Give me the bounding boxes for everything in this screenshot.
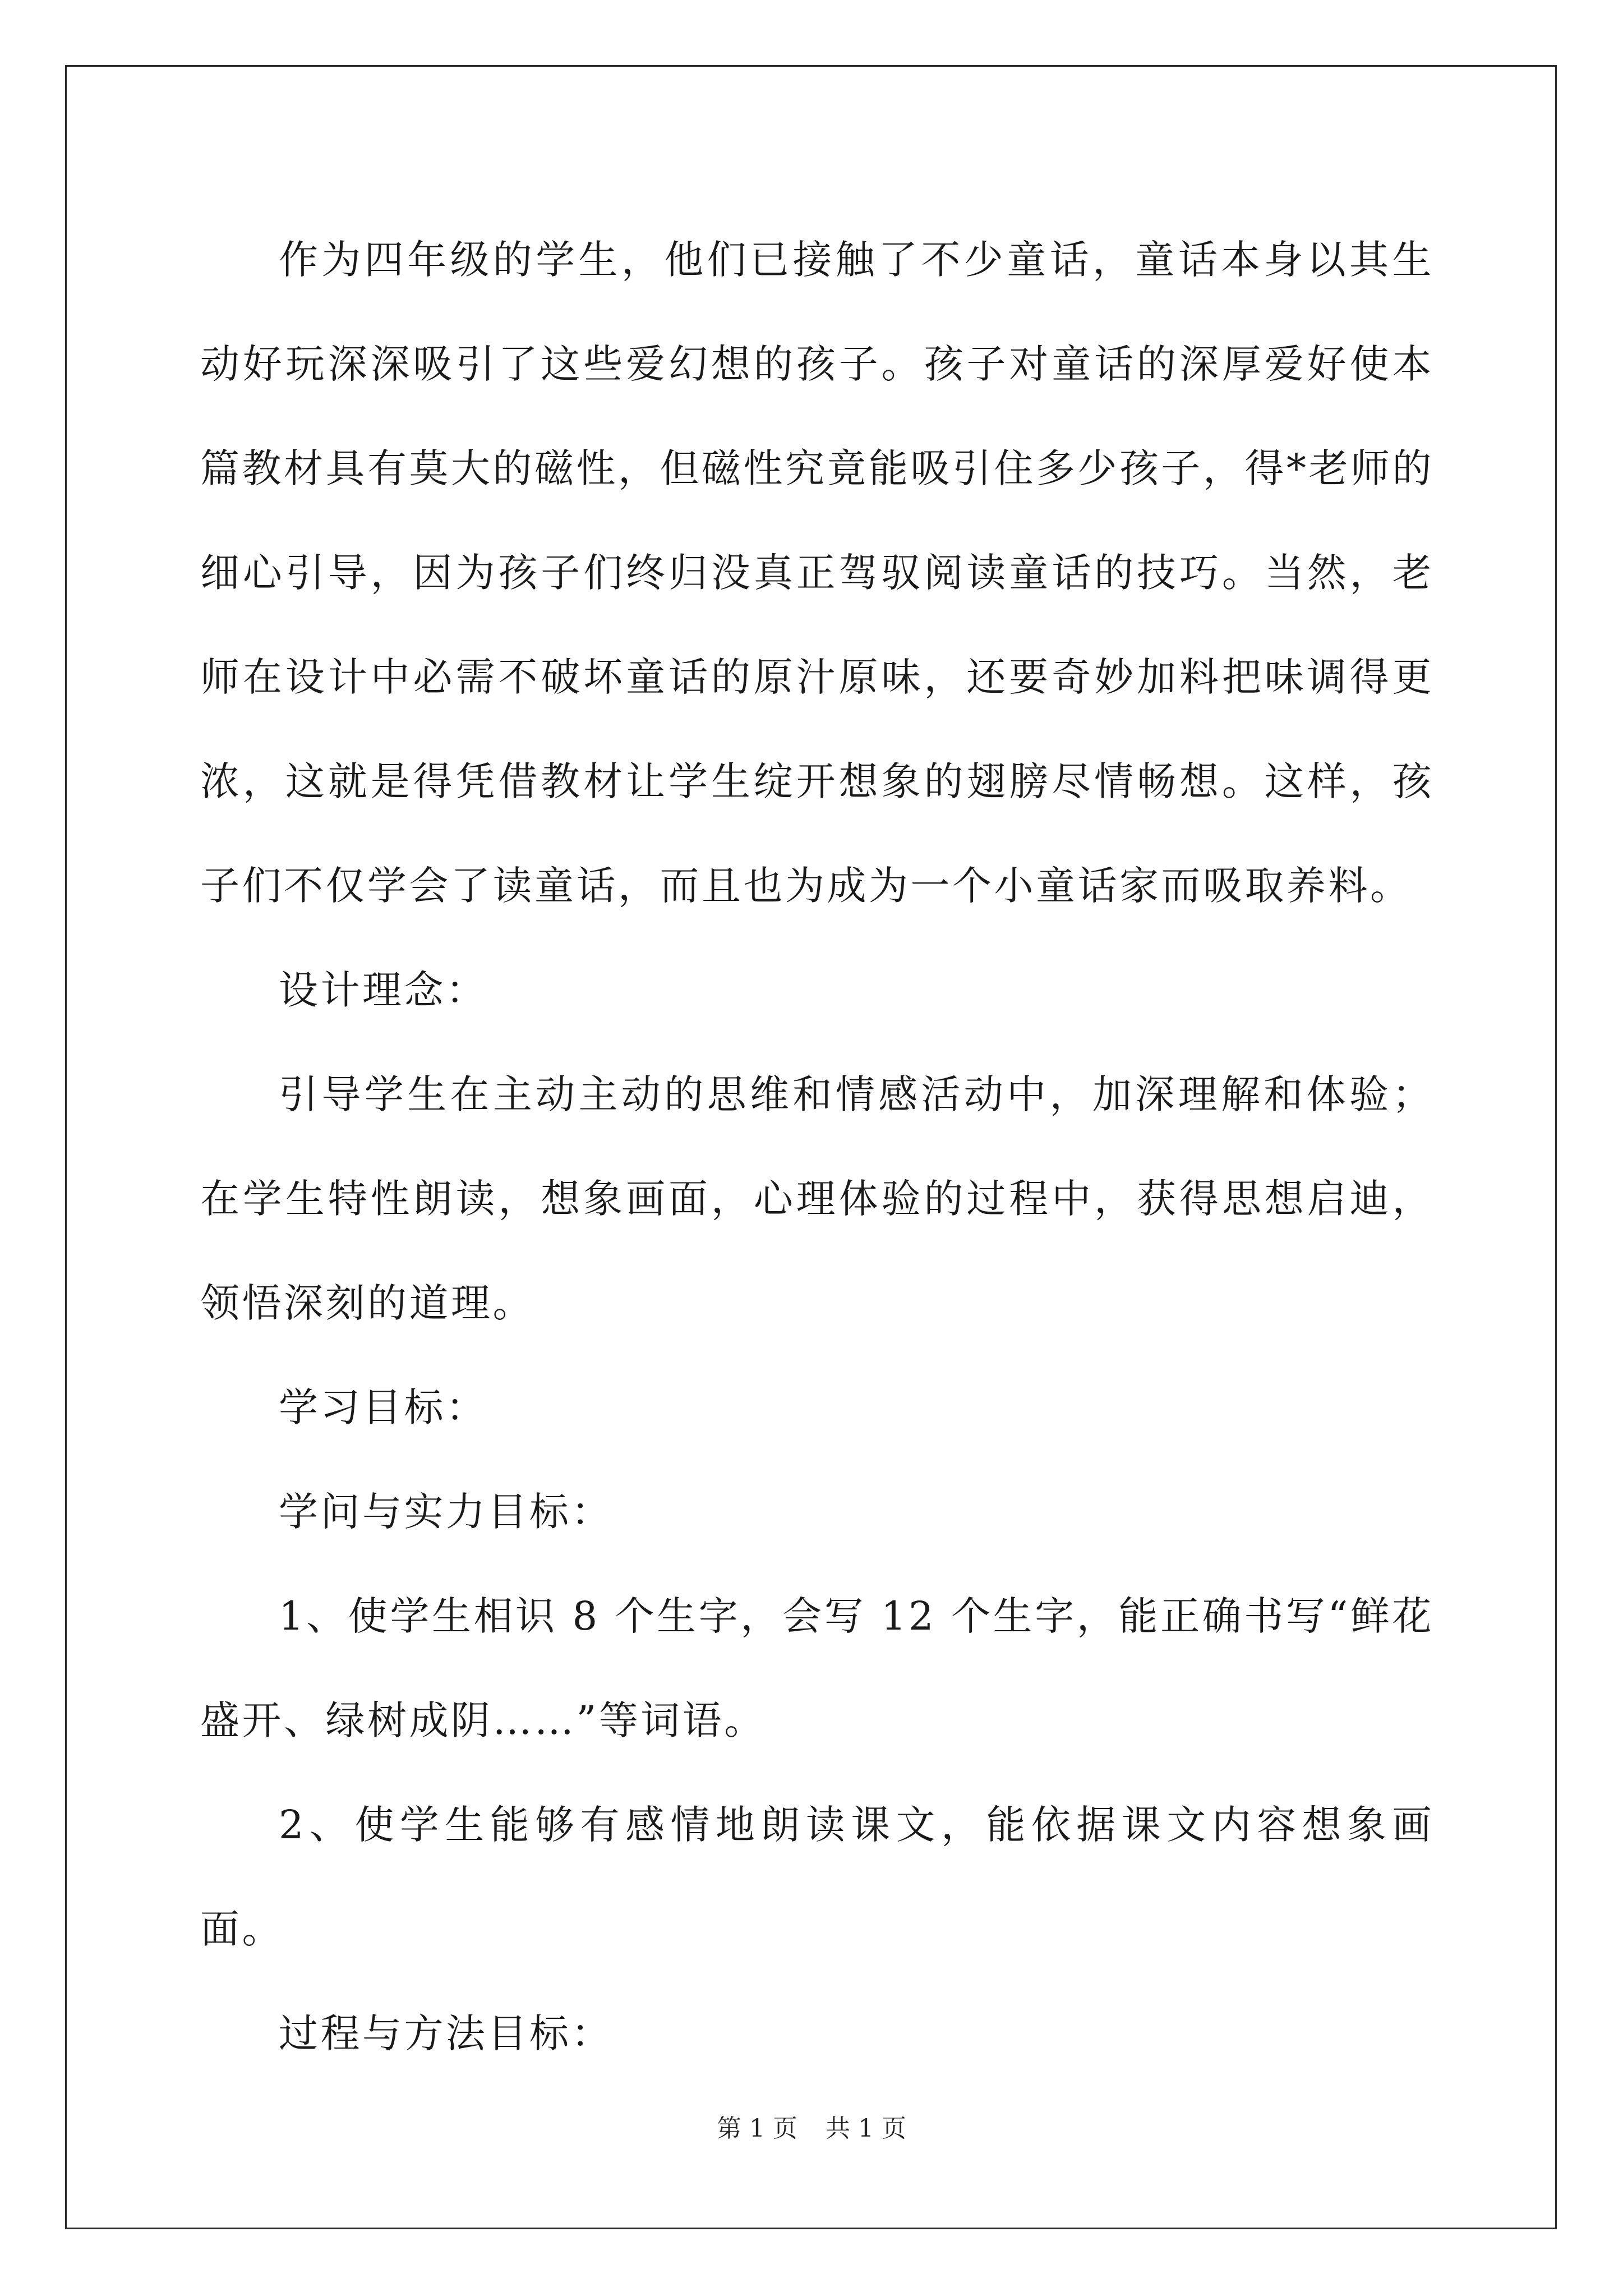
paragraph-knowledge-heading: 学问与实力目标： — [279, 1489, 613, 1535]
paragraph-process-heading: 过程与方法目标： — [279, 2010, 613, 2056]
page-total: 共 1 页 — [826, 2114, 906, 2143]
paragraph-goal-1: 1、使学生相识 8 个生字，会写 12 个生字，能正确书写“鲜花盛开、绿树成阴……”等词语。 — [200, 1593, 1434, 1743]
paragraph-intro: 作为四年级的学生，他们已接触了不少童话，童话本身以其生动好玩深深吸引了这些爱幻想的孩子。孩子对童话的深厚爱好使本篇教材具有莫大的磁性，但磁性究竟能吸引住多少孩子，得*老师的细心引导，因为孩子们终归没真正驾驭阅读童话的技巧。当然，老师在设计中必需不破坏童话的原汁原味，还要奇妙加料把味调得更浓，这就是得凭借教材让学生绽开想象的翅膀尽情畅想。这样，孩子们不仅学会了读童话，而且也为成为一个小童话家而吸取养料。 — [200, 237, 1434, 909]
paragraph-goal-2: 2、使学生能够有感情地朗读课文，能依据课文内容想象画面。 — [200, 1802, 1434, 1952]
paragraph-goals-heading: 学习目标： — [279, 1384, 488, 1430]
document-body — [200, 208, 1434, 2086]
paragraph-design-concept: 引导学生在主动主动的思维和情感活动中，加深理解和体验；在学生特性朗读，想象画面，心理体验的过程中，获得思想启迪，领悟深刻的道理。 — [200, 1071, 1434, 1326]
paragraph-design-heading: 设计理念： — [279, 967, 488, 1013]
page-number: 第 1 页 — [717, 2114, 797, 2143]
page-footer — [0, 2108, 1623, 2144]
